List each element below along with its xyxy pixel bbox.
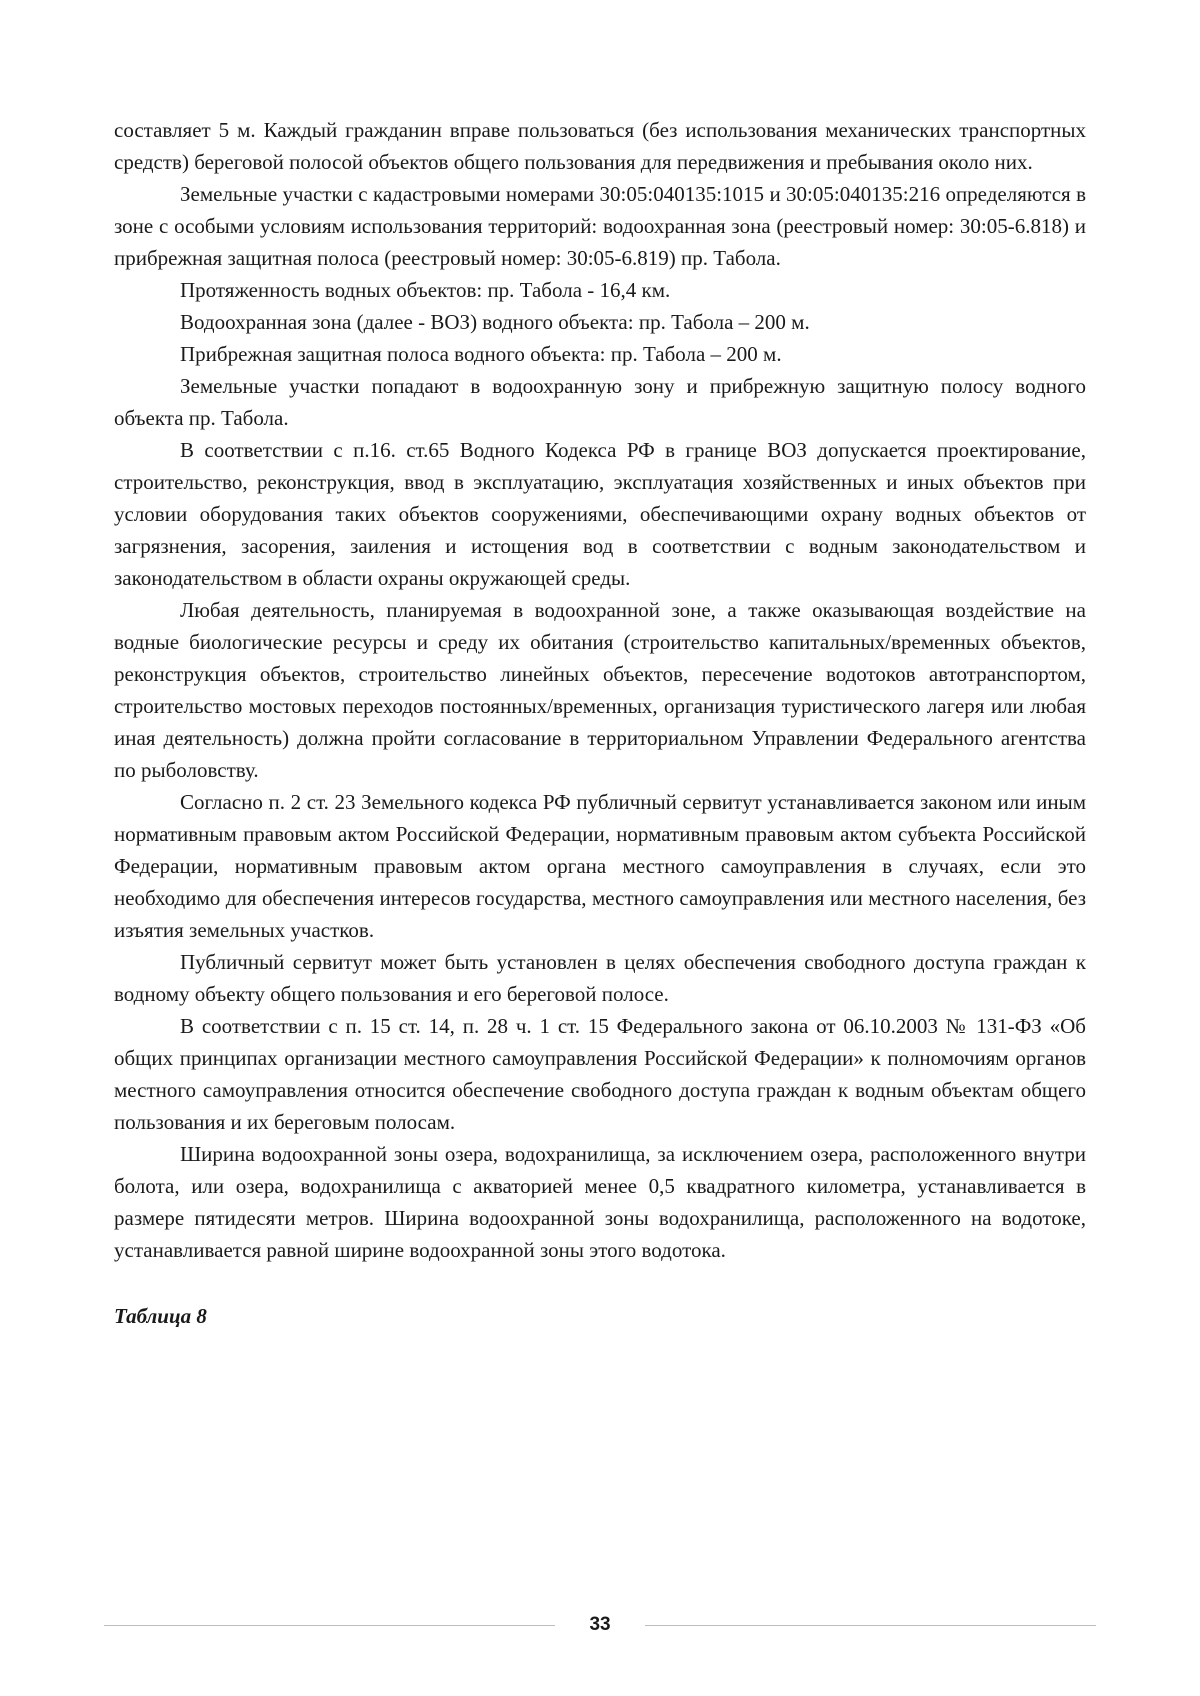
paragraph-7: В соответствии с п.16. ст.65 Водного Кодекса РФ в границе ВОЗ допускается проектирование, строительство, реконструкция, ввод в эксплуатацию, эксплуатация хозяйственных и иных объектов при условии оборудования таких объектов сооружениями, обеспечивающими охрану водных объектов от загрязнения, засорения, заиления и истощения вод в соответствии с водным законодательством и законодательством в области охраны окружающей среды. [114, 438, 1086, 590]
footer-rule-right [645, 1625, 1096, 1626]
paragraph-6: Земельные участки попадают в водоохранную зону и прибрежную защитную полосу водного объекта пр. Табола. [114, 374, 1086, 430]
page-number: 33 [589, 1614, 611, 1635]
paragraph-9: Согласно п. 2 ст. 23 Земельного кодекса РФ публичный сервитут устанавливается законом или иным нормативным правовым актом Российской Федерации, нормативным правовым актом субъекта Российской Федерации, нормативным правовым актом органа местного самоуправления в случаях, если это необходимо для обеспечения интересов государства, местного самоуправления или местного населения, без изъятия земельных участков. [114, 790, 1086, 942]
paragraph-5: Прибрежная защитная полоса водного объекта: пр. Табола – 200 м. [180, 342, 782, 366]
paragraph-3: Протяженность водных объектов: пр. Табола - 16,4 км. [180, 278, 671, 302]
paragraph-2: Земельные участки с кадастровыми номерами 30:05:040135:1015 и 30:05:040135:216 определяются в зоне с особыми условиям использования территорий: водоохранная зона (реестровый номер: 30:05-6.818) и прибрежная защитная полоса (реестровый номер: 30:05-6.819) пр. Табола. [114, 182, 1086, 270]
paragraph-1: составляет 5 м. Каждый гражданин вправе пользоваться (без использования механических транспортных средств) береговой полосой объектов общего пользования для передвижения и пребывания около них. [114, 118, 1086, 174]
paragraph-11: В соответствии с п. 15 ст. 14, п. 28 ч. 1 ст. 15 Федерального закона от 06.10.2003 № 131-ФЗ «Об общих принципах организации местного самоуправления Российской Федерации» к полномочиям органов местного самоуправления относится обеспечение свободного доступа граждан к водным объектам общего пользования и их береговым полосам. [114, 1014, 1086, 1134]
footer-rule-left [104, 1625, 555, 1626]
table-caption: Таблица 8 [114, 1304, 207, 1328]
paragraph-8: Любая деятельность, планируемая в водоохранной зоне, а также оказывающая воздействие на водные биологические ресурсы и среду их обитания (строительство капитальных/временных объектов, реконструкция объектов, строительство линейных объектов, пересечение водотоков автотранспортом, строительство мостовых переходов постоянных/временных, организация туристического лагеря или любая иная деятельность) должна пройти согласование в территориальном Управлении Федерального агентства по рыболовству. [114, 598, 1086, 782]
paragraph-4: Водоохранная зона (далее - ВОЗ) водного объекта: пр. Табола – 200 м. [180, 310, 810, 334]
document-body [114, 114, 1086, 1332]
paragraph-10: Публичный сервитут может быть установлен в целях обеспечения свободного доступа граждан к водному объекту общего пользования и его береговой полосе. [114, 950, 1086, 1006]
page-footer [104, 1610, 1096, 1640]
paragraph-12: Ширина водоохранной зоны озера, водохранилища, за исключением озера, расположенного внутри болота, или озера, водохранилища с акваторией менее 0,5 квадратного километра, устанавливается в размере пятидесяти метров. Ширина водоохранной зоны водохранилища, расположенного на водотоке, устанавливается равной ширине водоохранной зоны этого водотока. [114, 1142, 1086, 1262]
